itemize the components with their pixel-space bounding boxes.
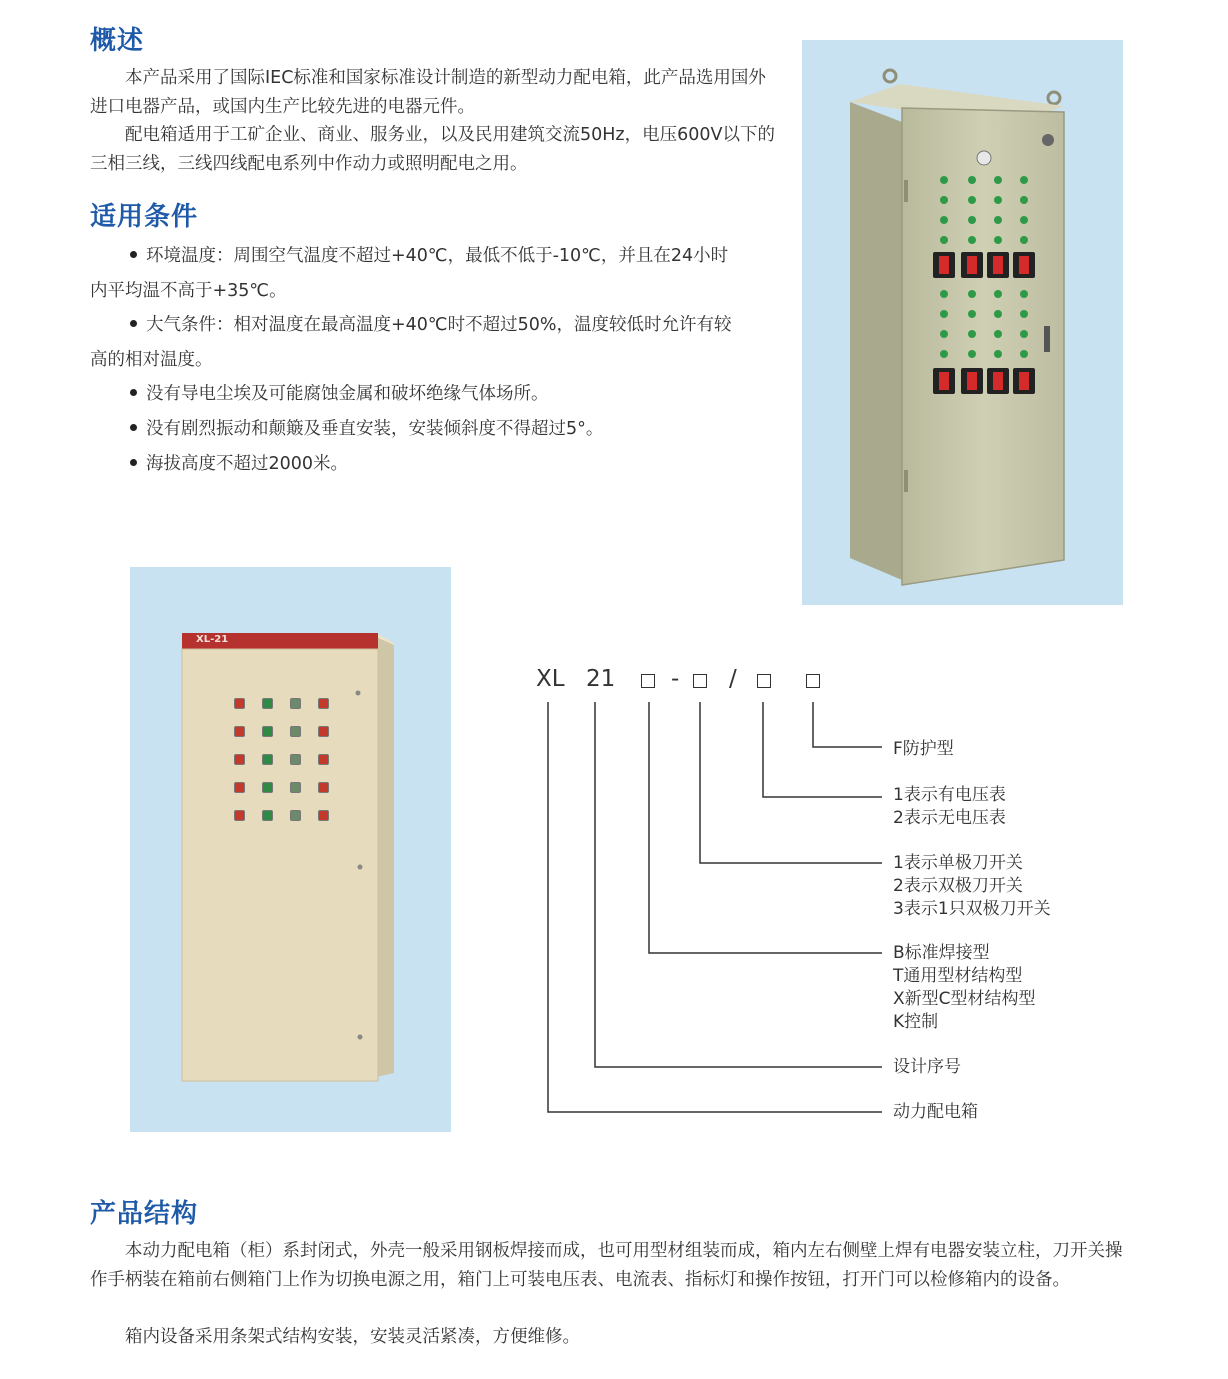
connector-box	[548, 702, 882, 1112]
label-switch-3: 3表示1只双极刀开关	[893, 899, 1051, 919]
label-power-box: 动力配电箱	[893, 1102, 978, 1122]
code-separator-dash: -	[671, 666, 680, 692]
condition-text: 大气条件：相对温度在最高温度+40℃时不超过50%，温度较低时允许有较	[146, 315, 732, 335]
label-structure-t: T通用型材结构型	[893, 966, 1023, 986]
label-meter-2: 2表示无电压表	[893, 808, 1006, 828]
condition-text: 海拔高度不超过2000米。	[146, 454, 349, 474]
condition-text: 没有剧烈振动和颠簸及垂直安装，安装倾斜度不得超过5°。	[146, 419, 604, 439]
conditions-heading: 适用条件	[90, 202, 199, 232]
connector-protection	[813, 702, 882, 747]
condition-text: 环境温度：周围空气温度不超过+40℃，最低不低于-10℃，并且在24小时	[146, 246, 729, 266]
connector-meter	[763, 702, 882, 797]
overview-heading: 概述	[90, 26, 145, 56]
label-structure-k: K控制	[893, 1012, 939, 1032]
cabinet-model-badge: XL-21	[196, 634, 229, 645]
connector-design	[595, 702, 882, 1067]
label-design-number: 设计序号	[893, 1057, 961, 1077]
label-meter-1: 1表示有电压表	[893, 785, 1006, 805]
label-protection: F防护型	[893, 739, 954, 759]
code-prefix: XL	[536, 666, 565, 692]
connector-structure	[649, 702, 882, 953]
structure-paragraph-2: 箱内设备采用条架式结构安装，安装灵活紧凑，方便维修。	[125, 1327, 580, 1347]
label-structure-b: B标准焊接型	[893, 943, 990, 963]
code-series: 21	[586, 666, 616, 692]
overview-paragraph-2: 配电箱适用于工矿企业、商业、服务业，以及民用建筑交流50Hz，电压600V以下的三相三线，三线四线配电系列中作动力或照明配电之用。	[90, 125, 775, 174]
connector-switch	[700, 702, 882, 863]
condition-text: 内平均温不高于+35℃。	[90, 281, 287, 301]
label-switch-2: 2表示双极刀开关	[893, 876, 1023, 896]
condition-text: 高的相对温度。	[90, 350, 213, 370]
overview-paragraph-1: 本产品采用了国际IEC标准和国家标准设计制造的新型动力配电箱，此产品选用国外进口电器产品，或国内生产比较先进的电器元件。	[90, 68, 766, 117]
label-switch-1: 1表示单极刀开关	[893, 853, 1023, 873]
condition-text: 没有导电尘埃及可能腐蚀金属和破坏绝缘气体场所。	[146, 384, 549, 404]
label-structure-x: X新型C型材结构型	[893, 989, 1036, 1009]
structure-paragraph-1: 本动力配电箱（柜）系封闭式，外壳一般采用钢板焊接而成，也可用型材组装而成，箱内左右侧壁上焊有电器安装立柱，刀开关操作手柄装在箱前右侧箱门上作为切换电源之用，箱门上可装电压表、电流表、指标灯和操作按钮，打开门可以检修箱内的设备。	[90, 1241, 1123, 1290]
structure-heading: 产品结构	[90, 1199, 199, 1229]
code-separator-slash: /	[729, 666, 737, 692]
